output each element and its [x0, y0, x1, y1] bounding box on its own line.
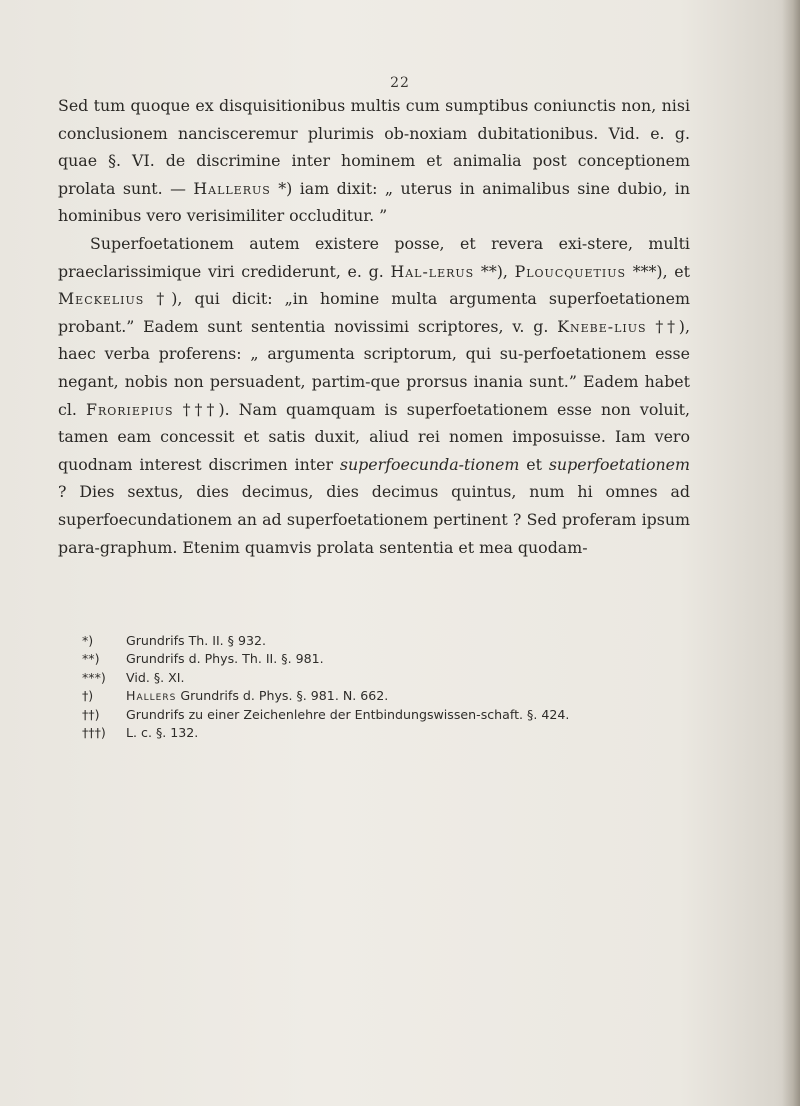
author-name: Hal-lerus [390, 261, 475, 281]
text-run: et [519, 454, 549, 474]
text-run: ***), et [626, 261, 690, 281]
footnote-mark: †††) [82, 725, 106, 741]
text-run: Superfoetationem autem existere posse, et revera exi-stere, multi praeclarissimique viri crediderunt, e. g. [58, 233, 690, 281]
footnote-mark: **) [82, 651, 100, 667]
footnote [82, 706, 702, 724]
footnote-text [126, 632, 702, 650]
text-run: Vid. §. XI. [126, 669, 185, 685]
footnote-text [126, 724, 702, 742]
paragraph [58, 230, 690, 561]
author-name: Hallers [126, 688, 177, 704]
text-run: Grundrifs zu einer Zeichenlehre der Entbindungswissen-schaft. §. 424. [126, 706, 570, 722]
footnote-text [126, 687, 702, 705]
author-name: Froriepius [86, 399, 174, 419]
footnote-mark: *) [82, 633, 94, 648]
footnote [82, 687, 702, 705]
text-run: Grundrifs Th. II. § 932. [126, 633, 267, 648]
author-name: Knebe-lius [557, 316, 647, 336]
footnote-mark: †) [82, 688, 94, 704]
text-run: Grundrifs d. Phys. §. 981. N. 662. [176, 688, 389, 704]
body-text [58, 92, 690, 561]
text-run: †), qui dicit: „in homine multa argumenta superfoetationem probant.” Eadem sunt sententia novissimi scriptores, v. g. [58, 289, 690, 336]
author-name: Hallerus [193, 178, 271, 198]
text-run: ††), haec verba proferens: „ argumenta scriptorum, qui su-perfoetationem esse negant, nobis non persuadent, partim-que prorsus inania sunt.” Eadem habet cl. [58, 316, 690, 419]
footnote [82, 724, 702, 742]
footnote-mark: ***) [82, 669, 106, 685]
text-run: **), [474, 261, 515, 281]
emphasis-term: superfoecunda-tionem [339, 454, 520, 474]
footnote-text [126, 706, 702, 724]
text-run: Sed tum quoque ex disquisitionibus multis cum sumptibus coniunctis non, nisi conclusionem nancisceremur plurimis ob-noxiam dubitationibus. Vid. e. g. quae §. VI. de discrimine inter hominem et animalia post conceptionem prolata sunt. — [58, 96, 690, 198]
text-run: Grundrifs d. Phys. Th. II. §. 981. [126, 651, 324, 667]
author-name: Ploucquetius [514, 261, 627, 281]
text-run: *) iam dixit: „ uterus in animalibus sine dubio, in hominibus vero verisimiliter occluditur. ” [58, 178, 690, 226]
emphasis-term: superfoetationem [548, 454, 690, 474]
footnote [82, 632, 702, 650]
author-name: Meckelius [58, 289, 145, 309]
footnotes [82, 632, 702, 742]
paragraph [58, 92, 690, 230]
page-number: 22 [390, 75, 410, 91]
text-run: L. c. §. 132. [126, 725, 199, 741]
text-run: †††). Nam quamquam is superfoetationem esse non voluit, tamen eam concessit et satis duxit, aliud rei nomen imposuisse. Iam vero quodnam interest discrimen inter [58, 399, 690, 474]
footnote [82, 669, 702, 687]
page-edge-shadow [782, 0, 800, 1106]
footnote-text [126, 650, 702, 668]
footnote [82, 650, 702, 668]
footnote-mark: ††) [82, 706, 100, 722]
text-run: ? Dies sextus, dies decimus, dies decimus quintus, num hi omnes ad superfoecundationem an ad superfoetationem pertinent ? Sed proferam ipsum para-graphum. Etenim quamvis prolata sententia et mea quodam- [58, 482, 690, 557]
footnote-text [126, 669, 702, 687]
